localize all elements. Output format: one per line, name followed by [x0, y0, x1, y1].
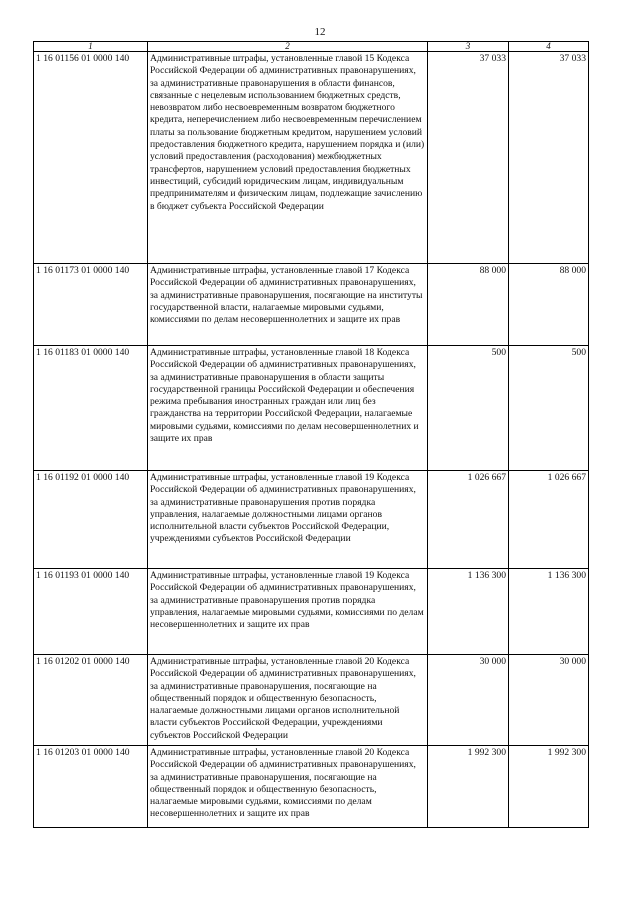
- amount-cell-col4: 500: [509, 346, 589, 471]
- table-header-row: [34, 42, 589, 52]
- header-cell-2: 2: [148, 42, 428, 52]
- budget-table: [33, 41, 589, 828]
- table-row: [34, 346, 589, 471]
- amount-cell-col3: 30 000: [428, 655, 509, 746]
- budget-code-cell: 1 16 01193 01 0000 140: [34, 569, 148, 655]
- amount-cell-col3: 1 136 300: [428, 569, 509, 655]
- amount-cell-col3: 500: [428, 346, 509, 471]
- description-cell: Административные штрафы, установленные главой 17 Кодекса Российской Федерации об административных правонарушениях, за административные правонарушения, посягающие на институты государственной власти, налагаемые мировыми судьями, комиссиями по делам несовершеннолетних и защите их прав: [148, 264, 428, 346]
- budget-code-cell: 1 16 01183 01 0000 140: [34, 346, 148, 471]
- table-row: [34, 52, 589, 264]
- table-row: [34, 471, 589, 569]
- description-cell: Административные штрафы, установленные главой 19 Кодекса Российской Федерации об административных правонарушениях, за административные правонарушения против порядка управления, налагаемые мировыми судьями, комиссиями по делам несовершеннолетних и защите их прав: [148, 569, 428, 655]
- amount-cell-col3: 1 026 667: [428, 471, 509, 569]
- description-cell: Административные штрафы, установленные главой 20 Кодекса Российской Федерации об административных правонарушениях, за административные правонарушения, посягающие на общественный порядок и общественную безопасность, налагаемые мировыми судьями, комиссиями по делам несовершеннолетних и защите их прав: [148, 746, 428, 828]
- description-cell: Административные штрафы, установленные главой 15 Кодекса Российской Федерации об административных правонарушениях, за административные правонарушения в области финансов, связанные с нецелевым использованием бюджетных средств, невозвратом либо несвоевременным возвратом бюджетного кредита, неперечислением либо несвоевременным перечислением платы за пользование бюджетным кредитом, нарушением условий предоставления бюджетного кредита, нарушением порядка и (или) условий предоставления (расходования) межбюджетных трансфертов, нарушением условий предоставления бюджетных инвестиций, субсидий юридическим лицам, индивидуальным предпринимателям и физическим лицам, подлежащие зачислению в бюджет субъекта Российской Федерации: [148, 52, 428, 264]
- table-row: [34, 264, 589, 346]
- amount-cell-col3: 88 000: [428, 264, 509, 346]
- header-cell-1: 1: [34, 42, 148, 52]
- amount-cell-col4: 30 000: [509, 655, 589, 746]
- amount-cell-col3: 37 033: [428, 52, 509, 264]
- budget-code-cell: 1 16 01192 01 0000 140: [34, 471, 148, 569]
- table-row: [34, 569, 589, 655]
- amount-cell-col4: 1 992 300: [509, 746, 589, 828]
- table-row: [34, 655, 589, 746]
- page-number: 12: [314, 26, 326, 38]
- amount-cell-col3: 1 992 300: [428, 746, 509, 828]
- header-cell-3: 3: [428, 42, 509, 52]
- amount-cell-col4: 37 033: [509, 52, 589, 264]
- budget-code-cell: 1 16 01203 01 0000 140: [34, 746, 148, 828]
- budget-code-cell: 1 16 01202 01 0000 140: [34, 655, 148, 746]
- header-cell-4: 4: [509, 42, 589, 52]
- amount-cell-col4: 88 000: [509, 264, 589, 346]
- budget-code-cell: 1 16 01156 01 0000 140: [34, 52, 148, 264]
- budget-code-cell: 1 16 01173 01 0000 140: [34, 264, 148, 346]
- description-cell: Административные штрафы, установленные главой 18 Кодекса Российской Федерации об административных правонарушениях, за административные правонарушения в области защиты государственной границы Российской Федерации и обеспечения режима пребывания иностранных граждан или лиц без гражданства на территории Российской Федерации, налагаемые мировыми судьями, комиссиями по делам несовершеннолетних и защите их прав: [148, 346, 428, 471]
- table-row: [34, 746, 589, 828]
- amount-cell-col4: 1 136 300: [509, 569, 589, 655]
- amount-cell-col4: 1 026 667: [509, 471, 589, 569]
- description-cell: Административные штрафы, установленные главой 20 Кодекса Российской Федерации об административных правонарушениях, за административные правонарушения, посягающие на общественный порядок и общественную безопасность, налагаемые должностными лицами органов исполнительной власти субъектов Российской Федерации, учреждениями субъектов Российской Федерации: [148, 655, 428, 746]
- description-cell: Административные штрафы, установленные главой 19 Кодекса Российской Федерации об административных правонарушениях, за административные правонарушения против порядка управления, налагаемые должностными лицами органов исполнительной власти субъектов Российской Федерации, учреждениями субъектов Российской Федерации: [148, 471, 428, 569]
